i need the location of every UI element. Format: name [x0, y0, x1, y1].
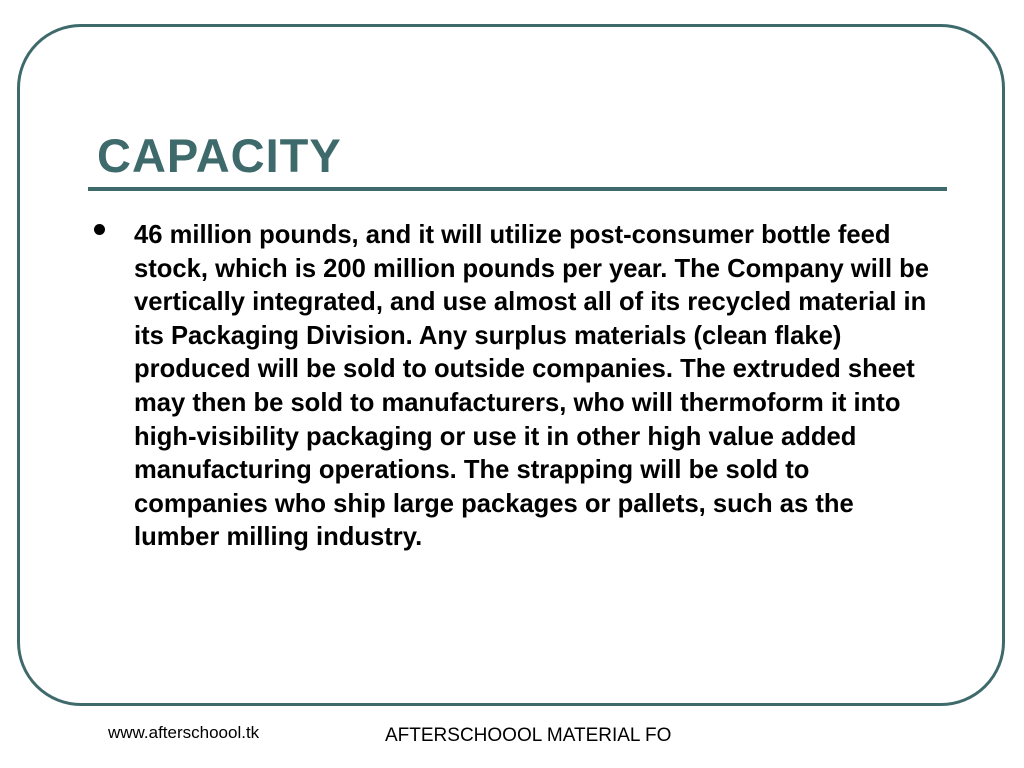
footer-center-text: AFTERSCHOOOL MATERIAL FO — [385, 725, 672, 746]
bullet-icon — [94, 224, 105, 235]
bullet-text: 46 million pounds, and it will utilize post-consumer bottle feed stock, which is 200 million pounds per year. The Company will be vertically integrated, and use almost all of its recycled material in its Packaging Division. Any surplus materials (clean flake) produced will be sold to outside companies. The extruded sheet may then be sold to manufacturers, who will thermoform it into high-visibility packaging or use it in other high value added manufacturing operations. The strapping will be sold to companies who ship large packages or pallets, such as the lumber milling industry. — [134, 221, 930, 552]
title-underline — [88, 187, 947, 191]
slide-title: CAPACITY — [97, 129, 342, 182]
footer-website: www.afterschoool.tk — [108, 723, 260, 742]
